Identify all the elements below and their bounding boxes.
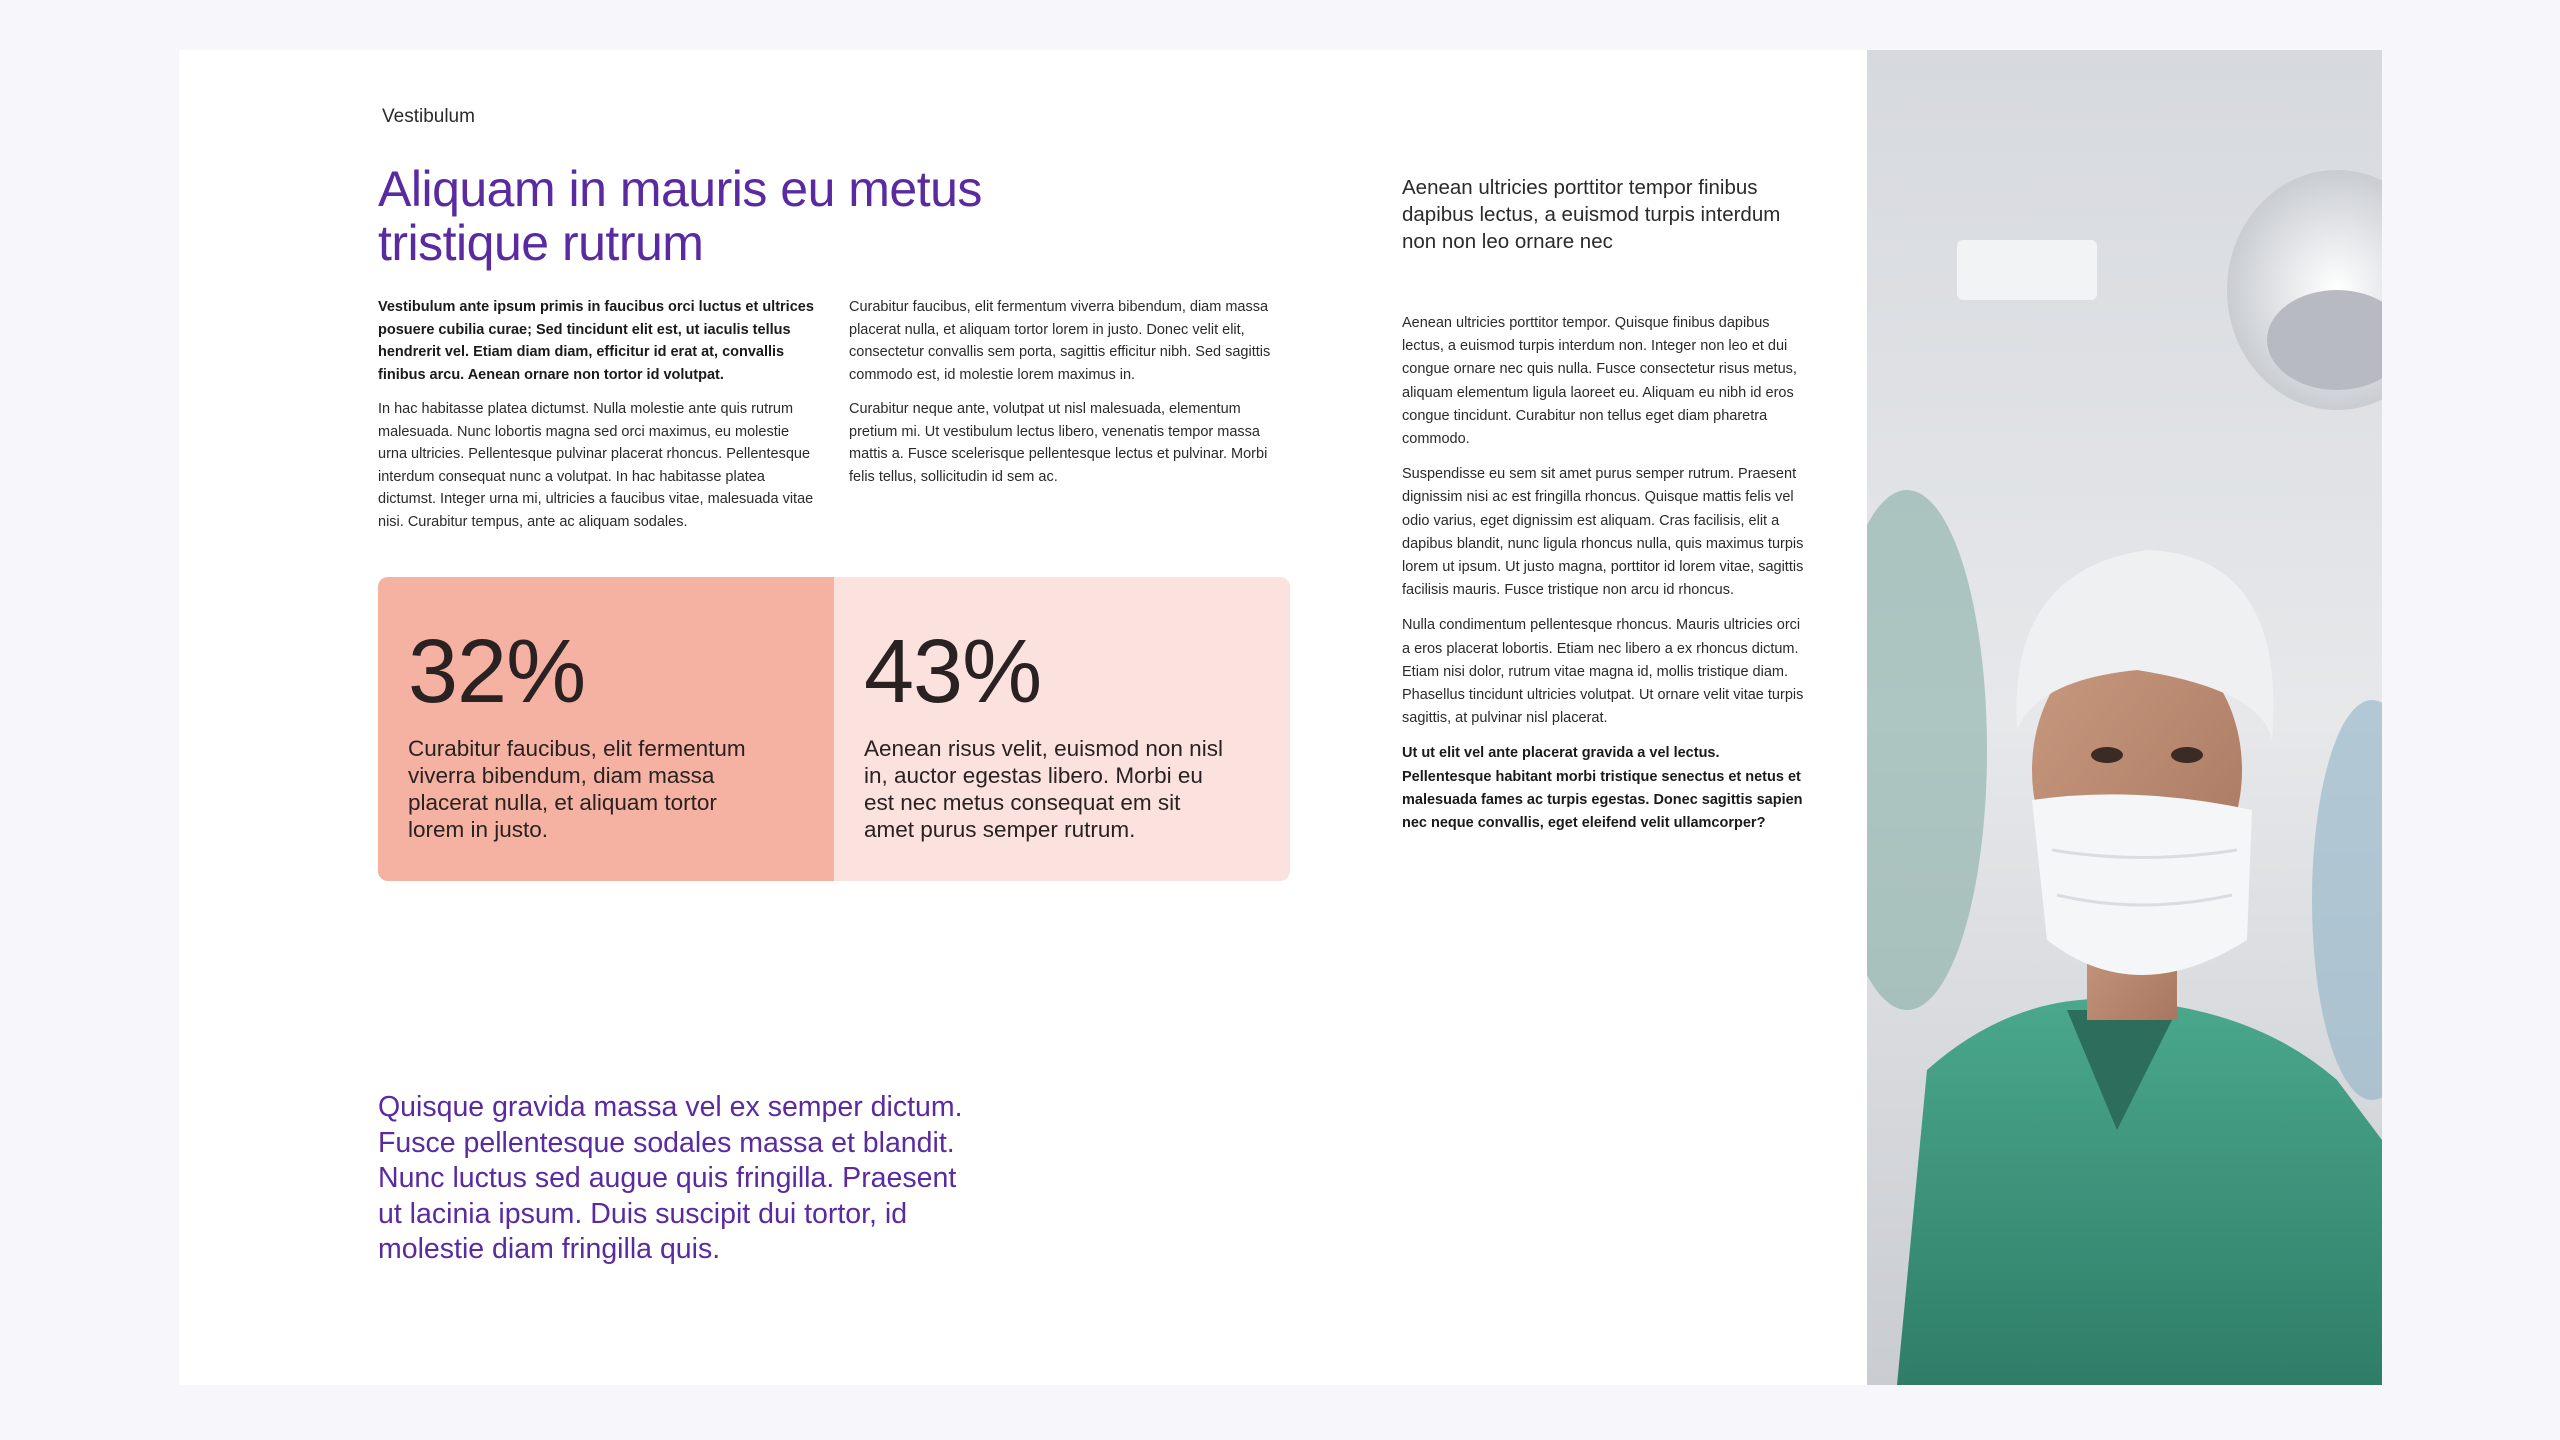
stat-value: 43% [864,622,1042,722]
eyebrow-label: Vestibulum [382,106,475,127]
ceiling-panel [1957,240,2097,300]
stat-value: 32% [408,622,586,722]
closing-paragraph: Ut ut elit vel ante placerat gravida a vel lectus. Pellentesque habitant morbi tristique senectus et netus et malesuada fames ac turpis egestas. Donec sagittis sapien nec neque convallis, eget eleifend velit ullamcorper? [1402,745,1803,832]
stat-description: Curabitur faucibus, elit fermentum viverra bibendum, diam massa placerat nulla, et aliquam tortor lorem in justo. [408,736,746,842]
body-paragraph: Nulla condimentum pellentesque rhoncus. Mauris ultricies orci a eros placerat lobortis. Etiam nec libero a ex rhoncus dictum. Etiam nisi dolor, rutrum vitae magna id, mollis tristique diam. Phasellus tincidunt ultricies volutpat. Ut ornare velit vitae turpis sagittis, at pulvinar nisl placerat. [1402,617,1804,727]
stats-panel [378,577,1290,881]
body-paragraph: Curabitur faucibus, elit fermentum viverra bibendum, diam massa placerat nulla, et aliquam tortor lorem in justo. Donec velit elit, consectetur convallis sem porta, sagittis efficitur nibh. Sed sagittis commodo est, id molestie lorem maximus in. [849,299,1271,383]
stat-card-2 [834,577,1290,881]
mask-shape [2032,794,2252,975]
pull-quote: Quisque gravida massa vel ex semper dictum. Fusce pellentesque sodales massa et blandit. Nunc luctus sed augue quis fringilla. Praesent ut lacinia ipsum. Duis suscipit dui tortor, id molestie diam fringilla quis. [378,1091,963,1265]
surgeon-photo [1867,50,2382,1385]
stat-description: Aenean risus velit, euismod non nisl in, auctor egestas libero. Morbi eu est nec metus consequat em sit amet purus semper rutrum. [864,736,1223,842]
right-eye [2171,747,2203,763]
body-paragraph: Curabitur neque ante, volutpat ut nisl malesuada, elementum pretium mi. Ut vestibulum lectus libero, venenatis tempor massa mattis a. Fusce scelerisque pellentesque lectus et pulvinar. Morbi felis tellus, sollicitudin id sem ac. [849,401,1268,485]
body-paragraph: Suspendisse eu sem sit amet purus semper rutrum. Praesent dignissim nisi ac est fringilla rhoncus. Quisque mattis felis vel odio varius, eget dignissim est aliquam. Cras facilisis, elit a dapibus blandit, nunc ligula rhoncus nulla, quis maximus turpis lorem ut ipsum. Ut justo magna, porttitor id lorem vitae, sagittis facilisis mauris. Fusce tristique non arcu id rhoncus. [1402,466,1804,599]
body-paragraph: Aenean ultricies porttitor tempor. Quisque finibus dapibus lectus, a euismod turpis interdum non. Integer non leo et dui congue ornare nec quis nulla. Fusce consectetur risus metus, aliquam elementum ligula laoreet eu. Aliquam eu nibh id eros congue tincidunt. Curabitur non tellus eget diam pharetra commodo. [1402,315,1797,448]
body-paragraph: In hac habitasse platea dictumst. Nulla molestie ante quis rutrum malesuada. Nunc lobortis magna sed orci maximus, eu molestie urna ultricies. Pellentesque pulvinar placerat rhoncus. Pellentesque interdum consequat nunc a volutpat. In hac habitasse platea dictumst. Integer urna mi, ultricies a faucibus vitae, malesuada vitae nisi. Curabitur tempus, ante ac aliquam sodales. [378,401,814,530]
text-column-left [378,296,816,545]
stat-card-1 [378,577,834,881]
text-column-middle [849,296,1287,500]
sidebar-lead: Aenean ultricies porttitor tempor finibus dapibus lectus, a euismod turpis interdum non non leo ornare nec [1402,176,1781,253]
page-title: Aliquam in mauris eu metus tristique rutrum [378,161,982,271]
lead-paragraph: Vestibulum ante ipsum primis in faucibus orci luctus et ultrices posuere cubilia curae; Sed tincidunt elit est, ut iaculis tellus hendrerit vel. Etiam diam diam, efficitur id erat at, convallis finibus arcu. Aenean ornare non tortor id volutpat. [378,299,814,383]
left-eye [2091,747,2123,763]
text-column-right [1402,312,1812,847]
